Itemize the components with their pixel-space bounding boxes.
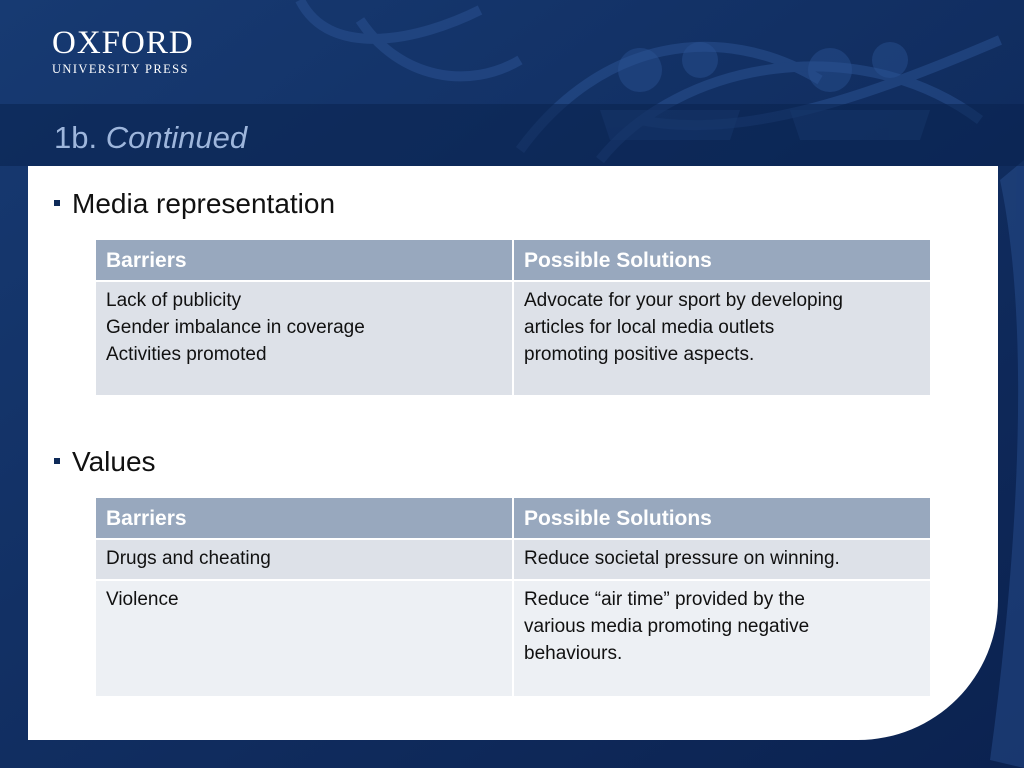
slide-title — [54, 120, 247, 156]
bullet-square-icon — [54, 458, 60, 464]
logo-wordmark: OXFORD — [52, 25, 194, 61]
table-row — [95, 580, 931, 697]
content-panel — [28, 166, 998, 740]
cell-line: Lack of publicity — [106, 290, 242, 311]
barriers-cell — [95, 539, 513, 580]
cell-line: Advocate for your sport by developing — [524, 290, 843, 311]
slide-title-emphasis: Continued — [105, 120, 248, 155]
cell-line: Activities promoted — [106, 344, 267, 365]
media-barriers-table — [94, 238, 932, 397]
header-barriers: Barriers — [95, 497, 513, 539]
cell-line: Reduce societal pressure on winning. — [524, 548, 840, 569]
slide-title-prefix: 1b. — [54, 120, 98, 155]
bullet-media-representation — [54, 188, 335, 220]
bullet-values — [54, 446, 156, 478]
cell-line: Drugs and cheating — [106, 548, 271, 569]
table-row — [95, 539, 931, 580]
bullet-text: Values — [72, 446, 156, 477]
oxford-logo — [52, 26, 194, 76]
solutions-cell — [513, 539, 931, 580]
bullet-square-icon — [54, 200, 60, 206]
solutions-cell — [513, 281, 931, 396]
table-header-row — [95, 239, 931, 281]
table-row — [95, 281, 931, 396]
cell-line: Gender imbalance in coverage — [106, 317, 365, 338]
header-barriers: Barriers — [95, 239, 513, 281]
header-solutions: Possible Solutions — [513, 239, 931, 281]
cell-line: articles for local media outlets — [524, 317, 775, 338]
bullet-text: Media representation — [72, 188, 336, 219]
logo-subtitle: UNIVERSITY PRESS — [52, 62, 189, 76]
cell-line: Violence — [106, 589, 179, 610]
table-header-row — [95, 497, 931, 539]
header-solutions: Possible Solutions — [513, 497, 931, 539]
values-barriers-table — [94, 496, 932, 698]
solutions-cell — [513, 580, 931, 697]
cell-line: behaviours. — [524, 643, 623, 664]
barriers-cell — [95, 281, 513, 396]
cell-line: promoting positive aspects. — [524, 344, 755, 365]
cell-line: Reduce “air time” provided by the — [524, 589, 805, 610]
cell-line: various media promoting negative — [524, 616, 810, 637]
barriers-cell — [95, 580, 513, 697]
